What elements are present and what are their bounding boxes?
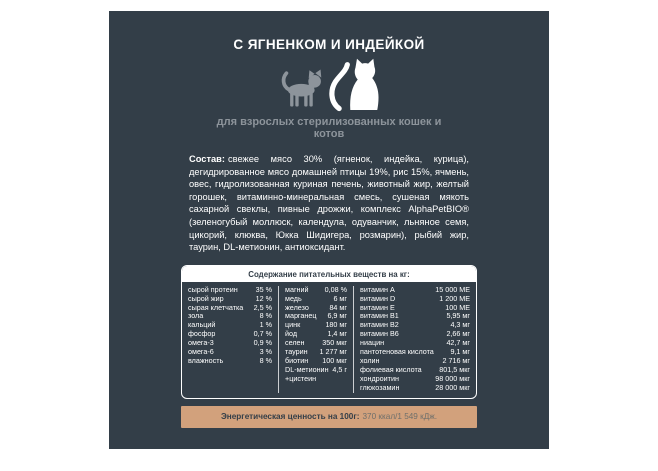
composition-body: свежее мясо 30% (ягненок, индейка, курица), дегидрированное мясо домашней птицы 19%, рис 15%, ячмень, овес, гидролизованная куриная печень, животный жир, желтый горошек, витаминно-минеральная смесь, сушеная мякоть сахарной свеклы, пивные дрожжи, комплекс AlphaPetBIO® (зеленогубый моллюск, календула, одуванчик, льняное семя, цикорий, клюква, Юкка Шидигера, розмарин), рыбий жир, таурин, DL-метионин, антиоксидант. — [189, 154, 469, 253]
nutrient-value: 1 200 МЕ — [439, 293, 470, 303]
nutrient-value: 42,7 мг — [446, 338, 470, 348]
nutrient-value: 0,9 % — [253, 338, 272, 348]
nutrient-row — [360, 384, 470, 393]
nutrition-column-vitamins — [353, 286, 476, 393]
nutrient-value: 0,7 % — [253, 329, 272, 339]
product-subtitle: для взрослых стерилизованных кошек и котов — [216, 116, 442, 140]
nutrient-value: 9,1 мг — [450, 347, 470, 357]
nutrient-value: 100 мкг — [322, 356, 347, 365]
nutrient-label: пантотеновая кислота — [360, 347, 434, 357]
nutrition-column-minerals — [278, 286, 353, 393]
nutrient-label: витамин А — [360, 284, 395, 294]
nutrient-value: 1 % — [259, 320, 272, 330]
nutrient-value: 15 000 МЕ — [435, 284, 470, 294]
product-label-card — [109, 11, 549, 449]
cats-illustration — [109, 54, 549, 112]
nutrient-label: витамин В2 — [360, 320, 399, 330]
nutrient-label: сырой жир — [188, 293, 224, 303]
nutrient-value: 180 мг — [325, 320, 347, 330]
nutrient-value: 3 % — [259, 347, 272, 357]
nutrient-label: таурин — [285, 347, 308, 357]
nutrient-value: 2,5 % — [253, 302, 272, 312]
nutrition-table-body — [182, 282, 476, 398]
nutrient-value: 8 % — [259, 356, 272, 365]
energy-bar — [181, 406, 477, 428]
nutrient-label: +цистеин — [285, 373, 317, 383]
nutrient-label: йод — [285, 329, 298, 339]
standing-cat-icon — [279, 66, 325, 110]
nutrient-value: 2,66 мг — [446, 329, 470, 339]
composition-label: Состав: — [189, 154, 225, 164]
nutrient-row — [188, 357, 272, 366]
nutrient-label: железо — [285, 302, 309, 312]
nutrient-value: 12 % — [255, 293, 272, 303]
nutrient-label: ниацин — [360, 338, 385, 348]
nutrient-label: хондроитин — [360, 373, 399, 383]
nutrient-value: 1,4 мг — [327, 329, 347, 339]
nutrient-value: 6,9 мг — [327, 311, 347, 321]
sitting-cat-icon — [328, 56, 380, 112]
nutrient-value: 100 МЕ — [445, 302, 470, 312]
nutrient-row — [285, 375, 347, 384]
nutrient-label: фолиевая кислота — [360, 364, 422, 374]
nutrient-label: биотин — [285, 356, 309, 365]
nutrient-value: 801,5 мкг — [439, 364, 470, 374]
nutrient-label: сырая клетчатка — [188, 302, 244, 312]
nutrient-label: омега-6 — [188, 347, 214, 357]
energy-value: 370 ккал/1 549 кДж. — [362, 412, 438, 422]
nutrient-label: магний — [285, 284, 309, 294]
nutrient-value: 35 % — [255, 284, 272, 294]
nutrient-label: холин — [360, 356, 380, 365]
nutrient-label: кальций — [188, 320, 216, 330]
nutrient-label: селен — [285, 338, 305, 348]
nutrition-table-title: Содержание питательных веществ на кг: — [182, 266, 476, 282]
nutrient-label: омега-3 — [188, 338, 214, 348]
nutrient-value: 6 мг — [333, 293, 347, 303]
nutrient-label: фосфор — [188, 329, 216, 339]
nutrient-value: 5,95 мг — [446, 311, 470, 321]
nutrient-label: марганец — [285, 311, 317, 321]
nutrient-label: витамин В6 — [360, 329, 399, 339]
nutrient-value: 0,08 % — [324, 284, 347, 294]
nutrient-label: витамин В1 — [360, 311, 399, 321]
nutrient-value: 1 277 мг — [319, 347, 347, 357]
nutrient-value: 2 716 мг — [442, 356, 470, 365]
nutrient-label: влажность — [188, 356, 224, 365]
nutrition-table — [181, 265, 477, 399]
nutrient-label: DL-метионин — [285, 364, 329, 374]
energy-label: Энергетическая ценность на 100г: — [220, 412, 360, 422]
nutrient-value: 4,5 г — [332, 364, 347, 374]
composition-text — [189, 153, 469, 254]
nutrition-column-analysis — [182, 286, 278, 393]
nutrient-value: 98 000 мкг — [435, 373, 470, 383]
nutrient-label: витамин D — [360, 293, 396, 303]
nutrient-value: 350 мкг — [322, 338, 347, 348]
nutrient-value: 28 000 мкг — [435, 382, 470, 392]
nutrient-value: 84 мг — [329, 302, 347, 312]
nutrient-label: цинк — [285, 320, 301, 330]
nutrient-label: сырой протеин — [188, 284, 238, 294]
nutrient-label: медь — [285, 293, 302, 303]
nutrient-label: глюкозамин — [360, 382, 400, 392]
product-flavor-title: С ЯГНЕНКОМ И ИНДЕЙКОЙ — [233, 37, 425, 52]
nutrient-value: 4,3 мг — [450, 320, 470, 330]
nutrient-label: зола — [188, 311, 204, 321]
nutrient-value: 8 % — [259, 311, 272, 321]
nutrient-label: витамин Е — [360, 302, 395, 312]
